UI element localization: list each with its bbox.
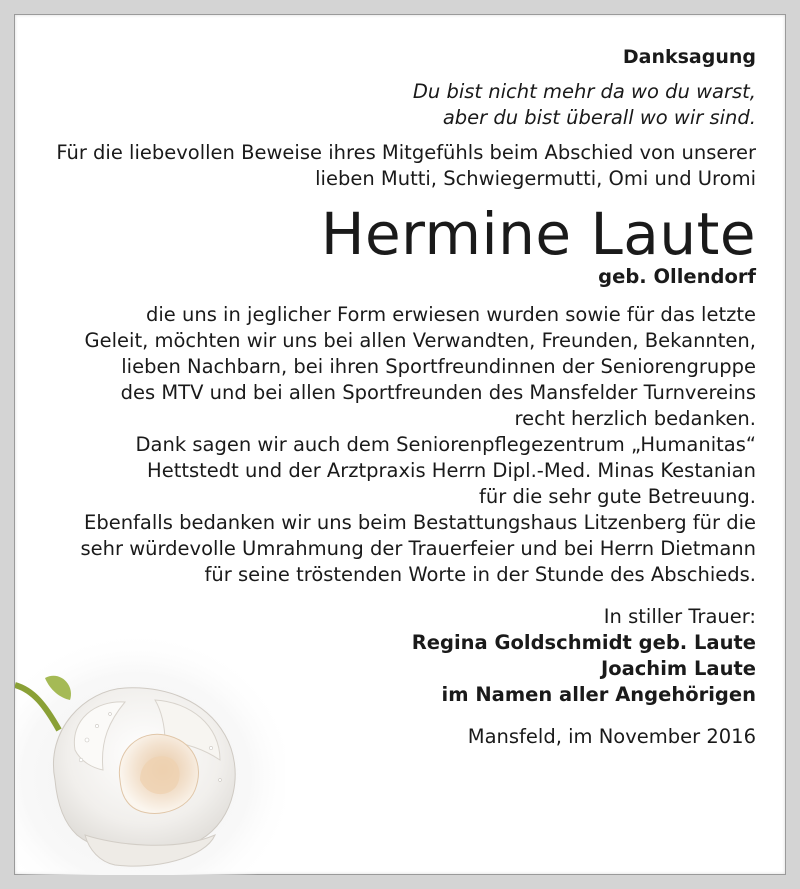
signer-line: Joachim Laute — [600, 657, 756, 680]
body-line: Hettstedt und der Arztpraxis Herrn Dipl.-Med. Minas Kestanian — [147, 459, 756, 482]
motto-quote — [30, 79, 756, 131]
body-line: Ebenfalls bedanken wir uns beim Bestattungshaus Litzenberg für die — [84, 511, 756, 534]
motto-line: Du bist nicht mehr da wo du warst, — [412, 80, 756, 103]
signer-line: Regina Goldschmidt geb. Laute — [411, 631, 756, 654]
mourning-line: In stiller Trauer: — [603, 605, 756, 628]
motto-line: aber du bist überall wo wir sind. — [442, 106, 756, 129]
maiden-name: geb. Ollendorf — [598, 265, 756, 288]
body-line: des MTV und bei allen Sportfreunden des Mansfelder Turnvereins — [120, 381, 756, 404]
obituary-text — [30, 44, 756, 750]
intro-paragraph — [30, 140, 756, 192]
place-date: Mansfeld, im November 2016 — [467, 725, 756, 748]
heading: Danksagung — [622, 46, 756, 68]
body-line: für die sehr gute Betreuung. — [479, 485, 756, 508]
intro-line: lieben Mutti, Schwiegermutti, Omi und Uromi — [315, 167, 756, 190]
body-line: lieben Nachbarn, bei ihren Sportfreundinnen der Seniorengruppe — [121, 355, 756, 378]
deceased-name: Hermine Laute — [320, 200, 756, 268]
intro-line: Für die liebevollen Beweise ihres Mitgefühls beim Abschied von unserer — [56, 141, 756, 164]
body-line: für seine tröstenden Worte in der Stunde des Abschieds. — [204, 563, 756, 586]
body-line: die uns in jeglicher Form erwiesen wurden sowie für das letzte — [145, 303, 756, 326]
body-line: Geleit, möchten wir uns bei allen Verwandten, Freunden, Bekannten, — [84, 329, 756, 352]
body-line: Dank sagen wir auch dem Seniorenpflegezentrum „Humanitas“ — [135, 433, 756, 456]
thanks-paragraph — [30, 302, 756, 588]
signer-line: im Namen aller Angehörigen — [441, 683, 756, 706]
signers — [30, 630, 756, 708]
body-line: recht herzlich bedanken. — [514, 407, 756, 430]
body-line: sehr würdevolle Umrahmung der Trauerfeier und bei Herrn Dietmann — [80, 537, 756, 560]
